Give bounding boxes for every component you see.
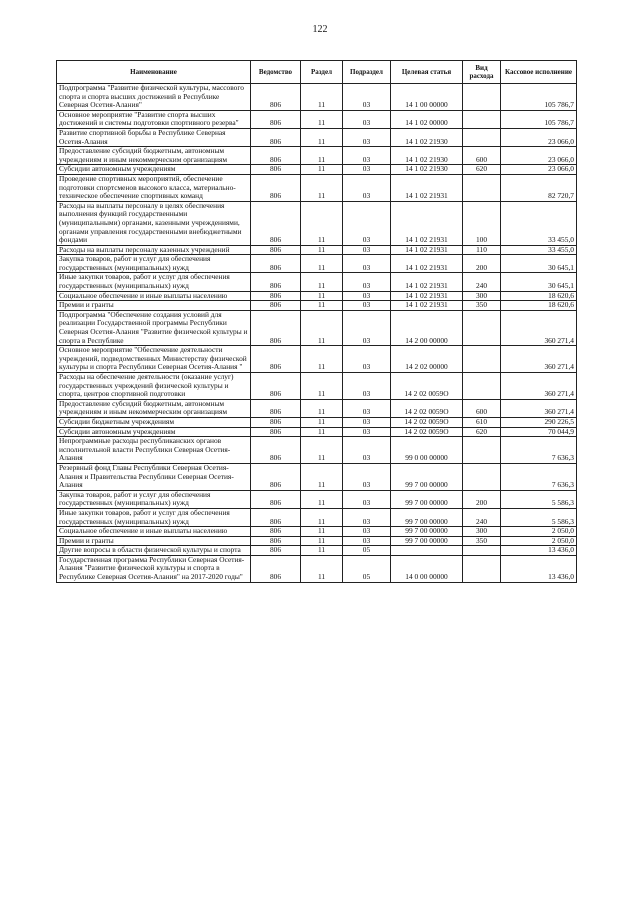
- row-expense-type: [463, 128, 501, 146]
- row-target-item: 14 1 02 21931: [391, 291, 463, 301]
- row-subsection: 03: [343, 427, 391, 437]
- row-target-item: 99 7 00 00000: [391, 536, 463, 546]
- row-subsection: 03: [343, 301, 391, 311]
- row-target-item: 14 1 02 21931: [391, 273, 463, 291]
- row-cash-execution: 290 226,5: [501, 417, 577, 427]
- row-subsection: 03: [343, 536, 391, 546]
- row-section: 11: [301, 301, 343, 311]
- row-cash-execution: 2 050,0: [501, 527, 577, 537]
- row-cash-execution: 23 066,0: [501, 165, 577, 175]
- row-subsection: 03: [343, 174, 391, 201]
- row-subsection: 03: [343, 527, 391, 537]
- row-department: 806: [251, 110, 301, 128]
- table-row: [57, 490, 577, 508]
- row-expense-type: 200: [463, 255, 501, 273]
- table-row: [57, 110, 577, 128]
- row-name: Расходы на выплаты персоналу в целях обеспечения выполнения функций государственными (муниципальными) органами, казенными учреждениями, органами управления государственными внебюджетными фондами: [57, 201, 251, 245]
- row-expense-type: [463, 437, 501, 464]
- table-row: [57, 546, 577, 556]
- row-expense-type: 600: [463, 399, 501, 417]
- row-department: 806: [251, 508, 301, 526]
- row-department: 806: [251, 463, 301, 490]
- row-target-item: 14 1 02 21931: [391, 301, 463, 311]
- table-row: [57, 373, 577, 400]
- row-cash-execution: 7 636,3: [501, 463, 577, 490]
- row-target-item: 99 7 00 00000: [391, 527, 463, 537]
- row-name: Премии и гранты: [57, 536, 251, 546]
- row-subsection: 03: [343, 399, 391, 417]
- row-target-item: 99 7 00 00000: [391, 490, 463, 508]
- row-target-item: [391, 546, 463, 556]
- row-department: 806: [251, 536, 301, 546]
- row-section: 11: [301, 255, 343, 273]
- row-subsection: 03: [343, 84, 391, 111]
- row-department: 806: [251, 128, 301, 146]
- row-cash-execution: 360 271,4: [501, 346, 577, 373]
- row-cash-execution: 13 436,0: [501, 555, 577, 582]
- row-expense-type: 300: [463, 291, 501, 301]
- row-section: 11: [301, 84, 343, 111]
- row-name: Закупка товаров, работ и услуг для обеспечения государственных (муниципальных) нужд: [57, 490, 251, 508]
- row-expense-type: [463, 346, 501, 373]
- header-target-item: Целевая статья: [391, 61, 463, 84]
- row-cash-execution: 18 620,6: [501, 291, 577, 301]
- table-row: [57, 245, 577, 255]
- table-row: [57, 201, 577, 245]
- row-cash-execution: 13 436,0: [501, 546, 577, 556]
- row-name: Расходы на выплаты персоналу казенных учреждений: [57, 245, 251, 255]
- row-cash-execution: 30 645,1: [501, 273, 577, 291]
- row-name: Другие вопросы в области физической культуры и спорта: [57, 546, 251, 556]
- row-expense-type: 620: [463, 165, 501, 175]
- row-target-item: 14 2 02 0059O: [391, 373, 463, 400]
- row-department: 806: [251, 273, 301, 291]
- row-department: 806: [251, 437, 301, 464]
- row-expense-type: [463, 373, 501, 400]
- row-subsection: 03: [343, 165, 391, 175]
- row-section: 11: [301, 346, 343, 373]
- row-department: 806: [251, 165, 301, 175]
- row-expense-type: 100: [463, 201, 501, 245]
- row-section: 11: [301, 310, 343, 345]
- row-section: 11: [301, 463, 343, 490]
- table-row: [57, 417, 577, 427]
- table-row: [57, 255, 577, 273]
- row-department: 806: [251, 84, 301, 111]
- header-cash-execution: Кассовое исполнение: [501, 61, 577, 84]
- row-cash-execution: 105 786,7: [501, 110, 577, 128]
- row-expense-type: [463, 555, 501, 582]
- row-expense-type: [463, 463, 501, 490]
- table-row: [57, 174, 577, 201]
- row-target-item: 14 1 02 21931: [391, 245, 463, 255]
- row-section: 11: [301, 201, 343, 245]
- row-name: Субсидии автономным учреждениям: [57, 165, 251, 175]
- row-expense-type: 110: [463, 245, 501, 255]
- row-subsection: 03: [343, 255, 391, 273]
- row-expense-type: 240: [463, 273, 501, 291]
- row-name: Социальное обеспечение и иные выплаты населению: [57, 291, 251, 301]
- row-section: 11: [301, 165, 343, 175]
- row-subsection: 03: [343, 291, 391, 301]
- row-subsection: 03: [343, 373, 391, 400]
- row-department: 806: [251, 373, 301, 400]
- row-target-item: 14 1 02 21931: [391, 201, 463, 245]
- row-section: 11: [301, 245, 343, 255]
- row-target-item: 14 0 00 00000: [391, 555, 463, 582]
- row-department: 806: [251, 346, 301, 373]
- row-target-item: 14 1 02 21931: [391, 174, 463, 201]
- row-name: Непрограммные расходы республиканских органов исполнительной власти Республики Северная Осетия-Алания: [57, 437, 251, 464]
- row-section: 11: [301, 147, 343, 165]
- row-name: Государственная программа Республики Северная Осетия-Алания "Развитие физической культуры и спорта в Республике Северная Осетия-Алания" на 2017-2020 годы": [57, 555, 251, 582]
- row-target-item: 14 1 02 21931: [391, 255, 463, 273]
- row-section: 11: [301, 427, 343, 437]
- header-department: Ведомство: [251, 61, 301, 84]
- row-department: 806: [251, 555, 301, 582]
- header-name: Наименование: [57, 61, 251, 84]
- table-row: [57, 399, 577, 417]
- row-section: 11: [301, 417, 343, 427]
- budget-table: [56, 60, 577, 583]
- row-name: Основное мероприятие "Обеспечение деятельности учреждений, подведомственных Министерству физической культуры и спорта Республики Северная Осетия-Алания ": [57, 346, 251, 373]
- row-subsection: 05: [343, 555, 391, 582]
- row-department: 806: [251, 174, 301, 201]
- row-expense-type: [463, 84, 501, 111]
- row-subsection: 03: [343, 110, 391, 128]
- row-target-item: 14 1 02 21930: [391, 147, 463, 165]
- row-expense-type: 240: [463, 508, 501, 526]
- row-cash-execution: 33 455,0: [501, 201, 577, 245]
- row-target-item: 14 1 02 21930: [391, 128, 463, 146]
- row-cash-execution: 18 620,6: [501, 301, 577, 311]
- table-row: [57, 291, 577, 301]
- row-section: 11: [301, 527, 343, 537]
- header-expense-type: Вид расхода: [463, 61, 501, 84]
- row-name: Предоставление субсидий бюджетным, автономным учреждениям и иным некоммерческим организациям: [57, 399, 251, 417]
- row-target-item: 99 7 00 00000: [391, 508, 463, 526]
- row-target-item: 99 7 00 00000: [391, 463, 463, 490]
- row-expense-type: 350: [463, 301, 501, 311]
- table-row: [57, 463, 577, 490]
- row-section: 11: [301, 399, 343, 417]
- table-row: [57, 536, 577, 546]
- row-department: 806: [251, 201, 301, 245]
- row-expense-type: [463, 546, 501, 556]
- page-number: 122: [312, 24, 328, 35]
- row-cash-execution: 7 636,3: [501, 437, 577, 464]
- row-section: 11: [301, 555, 343, 582]
- row-department: 806: [251, 527, 301, 537]
- row-name: Проведение спортивных мероприятий, обеспечение подготовки спортсменов высокого класса, материально-техническое обеспечение спортивных команд: [57, 174, 251, 201]
- row-cash-execution: 5 586,3: [501, 508, 577, 526]
- row-name: Закупка товаров, работ и услуг для обеспечения государственных (муниципальных) нужд: [57, 255, 251, 273]
- row-section: 11: [301, 273, 343, 291]
- row-expense-type: 300: [463, 527, 501, 537]
- row-section: 11: [301, 128, 343, 146]
- row-target-item: 14 2 00 00000: [391, 310, 463, 345]
- row-name: Предоставление субсидий бюджетным, автономным учреждениям и иным некоммерческим организациям: [57, 147, 251, 165]
- table-row: [57, 346, 577, 373]
- row-expense-type: 200: [463, 490, 501, 508]
- row-section: 11: [301, 536, 343, 546]
- row-subsection: 03: [343, 508, 391, 526]
- row-expense-type: [463, 110, 501, 128]
- row-expense-type: 610: [463, 417, 501, 427]
- row-section: 11: [301, 291, 343, 301]
- row-name: Развитие спортивной борьбы в Республике Северная Осетия-Алания: [57, 128, 251, 146]
- row-subsection: 03: [343, 346, 391, 373]
- row-name: Основное мероприятие "Развитие спорта высших достижений и системы подготовки спортивного резерва": [57, 110, 251, 128]
- row-cash-execution: 30 645,1: [501, 255, 577, 273]
- row-cash-execution: 82 720,7: [501, 174, 577, 201]
- row-section: 11: [301, 508, 343, 526]
- row-section: 11: [301, 437, 343, 464]
- table-row: [57, 427, 577, 437]
- row-subsection: 03: [343, 147, 391, 165]
- row-department: 806: [251, 546, 301, 556]
- row-department: 806: [251, 310, 301, 345]
- table-header-row: [57, 61, 577, 84]
- table-row: [57, 555, 577, 582]
- row-expense-type: 600: [463, 147, 501, 165]
- row-expense-type: 350: [463, 536, 501, 546]
- row-target-item: 14 1 02 00000: [391, 110, 463, 128]
- table-row: [57, 128, 577, 146]
- row-department: 806: [251, 399, 301, 417]
- row-subsection: 03: [343, 490, 391, 508]
- row-expense-type: 620: [463, 427, 501, 437]
- row-department: 806: [251, 255, 301, 273]
- row-name: Субсидии автономным учреждениям: [57, 427, 251, 437]
- table-row: [57, 84, 577, 111]
- row-cash-execution: 360 271,4: [501, 373, 577, 400]
- row-cash-execution: 23 066,0: [501, 147, 577, 165]
- row-expense-type: [463, 174, 501, 201]
- row-section: 11: [301, 373, 343, 400]
- row-subsection: 03: [343, 463, 391, 490]
- row-name: Резервный фонд Главы Республики Северная Осетия-Алания и Правительства Республики Северная Осетия-Алания: [57, 463, 251, 490]
- row-section: 11: [301, 490, 343, 508]
- row-subsection: 03: [343, 417, 391, 427]
- row-department: 806: [251, 147, 301, 165]
- row-section: 11: [301, 110, 343, 128]
- row-target-item: 14 2 02 0059O: [391, 427, 463, 437]
- row-cash-execution: 105 786,7: [501, 84, 577, 111]
- row-cash-execution: 5 586,3: [501, 490, 577, 508]
- table-row: [57, 273, 577, 291]
- row-department: 806: [251, 427, 301, 437]
- row-subsection: 03: [343, 128, 391, 146]
- row-target-item: 14 1 00 00000: [391, 84, 463, 111]
- row-department: 806: [251, 301, 301, 311]
- row-name: Иные закупки товаров, работ и услуг для обеспечения государственных (муниципальных) нужд: [57, 273, 251, 291]
- row-cash-execution: 2 050,0: [501, 536, 577, 546]
- row-name: Социальное обеспечение и иные выплаты населению: [57, 527, 251, 537]
- row-target-item: 14 1 02 21930: [391, 165, 463, 175]
- row-cash-execution: 23 066,0: [501, 128, 577, 146]
- row-subsection: 05: [343, 546, 391, 556]
- table-row: [57, 527, 577, 537]
- row-subsection: 03: [343, 310, 391, 345]
- row-name: Субсидии бюджетным учреждениям: [57, 417, 251, 427]
- table-row: [57, 165, 577, 175]
- row-department: 806: [251, 417, 301, 427]
- row-target-item: 14 2 02 0059O: [391, 417, 463, 427]
- row-subsection: 03: [343, 201, 391, 245]
- row-subsection: 03: [343, 245, 391, 255]
- row-subsection: 03: [343, 273, 391, 291]
- row-subsection: 03: [343, 437, 391, 464]
- header-subsection: Подраздел: [343, 61, 391, 84]
- row-target-item: 99 0 00 00000: [391, 437, 463, 464]
- table-row: [57, 301, 577, 311]
- row-name: Премии и гранты: [57, 301, 251, 311]
- row-expense-type: [463, 310, 501, 345]
- row-cash-execution: 33 455,0: [501, 245, 577, 255]
- row-target-item: 14 2 02 00000: [391, 346, 463, 373]
- row-name: Подпрограмма "Развитие физической культуры, массового спорта и спорта высших достижений в Республике Северная Осетия-Алания": [57, 84, 251, 111]
- table-row: [57, 310, 577, 345]
- row-cash-execution: 360 271,4: [501, 399, 577, 417]
- row-target-item: 14 2 02 0059O: [391, 399, 463, 417]
- row-section: 11: [301, 546, 343, 556]
- row-name: Иные закупки товаров, работ и услуг для обеспечения государственных (муниципальных) нужд: [57, 508, 251, 526]
- row-department: 806: [251, 490, 301, 508]
- row-department: 806: [251, 291, 301, 301]
- row-cash-execution: 360 271,4: [501, 310, 577, 345]
- row-cash-execution: 70 044,9: [501, 427, 577, 437]
- row-name: Расходы на обеспечение деятельности (оказание услуг) государственных учреждений физической культуры и спорта, центров спортивной подготовки: [57, 373, 251, 400]
- table-row: [57, 437, 577, 464]
- row-name: Подпрограмма "Обеспечение создания условий для реализации Государственной программы Республики Северная Осетия-Алания "Развитие физической культуры и спорта в Республике: [57, 310, 251, 345]
- row-section: 11: [301, 174, 343, 201]
- row-department: 806: [251, 245, 301, 255]
- table-row: [57, 147, 577, 165]
- header-section: Раздел: [301, 61, 343, 84]
- table-row: [57, 508, 577, 526]
